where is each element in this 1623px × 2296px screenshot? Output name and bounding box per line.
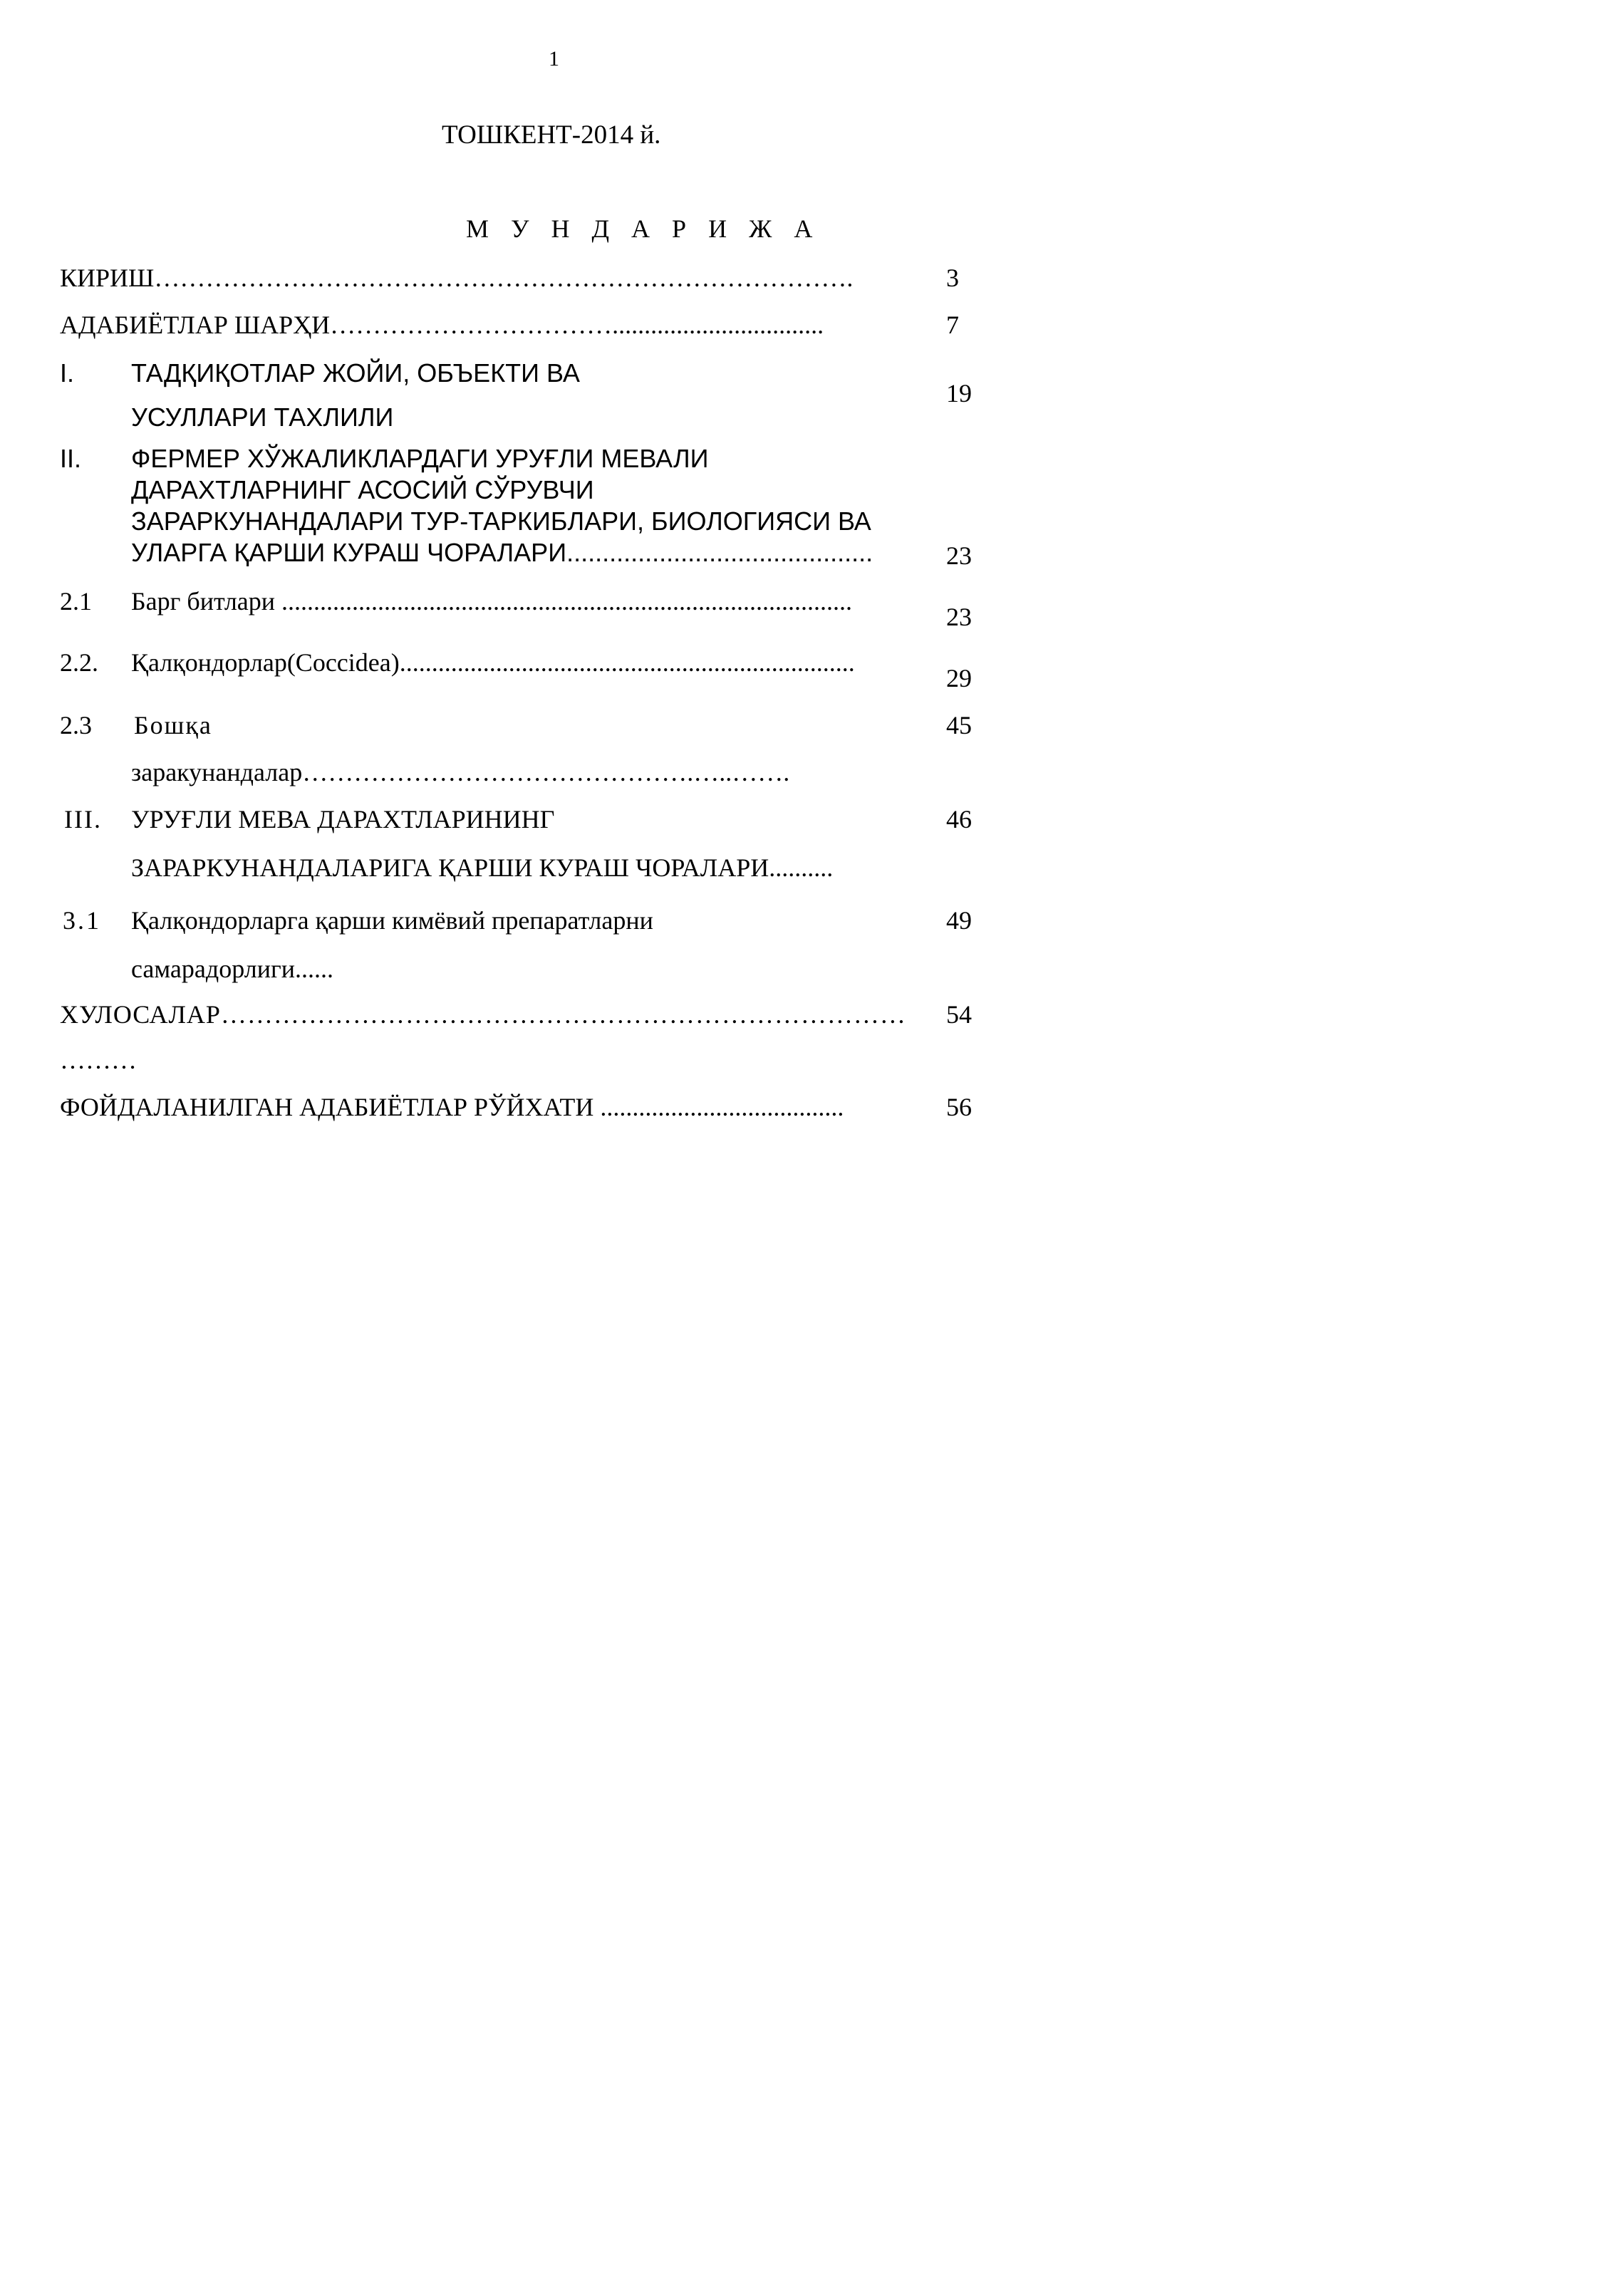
toc-entry-title-line: ТАДҚИҚОТЛАР ЖОЙИ, ОБЪЕКТИ ВА	[131, 358, 580, 388]
toc-entry-page: 49	[946, 906, 972, 935]
toc-entry-page: 46	[946, 805, 972, 833]
toc-entry-page: 7	[946, 311, 959, 339]
toc-entry-number: 3.1	[63, 906, 101, 935]
toc-entry-title: ФОЙДАЛАНИЛГАН АДАБИЁТЛАР РЎЙХАТИ ......................................	[60, 1093, 844, 1121]
toc-entry-number: 2.1	[60, 587, 92, 615]
toc-entry-title-line: ДАРАХТЛАРНИНГ АСОСИЙ СЎРУВЧИ	[131, 475, 594, 504]
toc-entry-page: 3	[946, 264, 959, 292]
page-number: 1	[549, 47, 559, 71]
city-year: ТОШКЕНТ-2014 й.	[442, 120, 661, 150]
toc-entry-title-line: ЗАРАРКУНАНДАЛАРИГА ҚАРШИ КУРАШ ЧОРАЛАРИ..........	[131, 853, 834, 882]
toc-entry-page: 19	[946, 379, 972, 407]
toc-entry-title-line: УСУЛЛАРИ ТАХЛИЛИ	[131, 402, 394, 432]
toc-entry-title-line: Бошқа	[134, 711, 212, 739]
toc-entry-title-line: Қалқондорларга қарши кимёвий препаратларни	[131, 906, 653, 935]
toc-entry-title-line: ЗАРАРКУНАНДАЛАРИ ТУР-ТАРКИБЛАРИ, БИОЛОГИЯСИ ВА	[131, 507, 871, 536]
toc-entry-title-line: УРУҒЛИ МЕВА ДАРАХТЛАРИНИНГ	[131, 805, 555, 833]
toc-entry-page: 23	[946, 603, 972, 631]
toc-entry-title: ХУЛОСАЛАР……………………………………………………………………	[60, 1000, 906, 1029]
toc-entry-number: 2.2.	[60, 648, 98, 677]
toc-entry-page: 29	[946, 664, 972, 692]
toc-entry-page: 56	[946, 1093, 972, 1121]
toc-entry-title-line: УЛАРГА ҚАРШИ КУРАШ ЧОРАЛАРИ...........................................	[131, 538, 873, 567]
toc-entry-title: КИРИШ……………………………………………………………………….	[60, 264, 854, 292]
toc-entry-title-continuation: ………	[60, 1046, 137, 1074]
toc-entry-title-line: ФЕРМЕР ХЎЖАЛИКЛАРДАГИ УРУҒЛИ МЕВАЛИ	[131, 444, 709, 473]
toc-entry-title: Барг битлари .........................................................................................	[131, 587, 853, 615]
toc-entry-title: Қалқондорлар(Coccidea).......................................................................	[131, 648, 855, 677]
toc-entry-page: 23	[946, 541, 972, 570]
toc-entry-title: АДАБИЁТЛАР ШАРҲИ…………………………….................................	[60, 311, 824, 339]
toc-entry-number: I.	[60, 358, 75, 388]
toc-entry-page: 54	[946, 1000, 972, 1029]
toc-entry-number: II.	[60, 444, 82, 473]
toc-entry-title-line: заракунандалар……………………………………….…..…….	[131, 758, 790, 786]
toc-entry-number: III.	[64, 805, 102, 833]
toc-entry-title-line: самарадорлиги......	[131, 955, 333, 983]
toc-entry-number: 2.3	[60, 711, 92, 739]
toc-entry-page: 45	[946, 711, 972, 739]
toc-heading: М У Н Д А Р И Ж А	[466, 214, 821, 243]
